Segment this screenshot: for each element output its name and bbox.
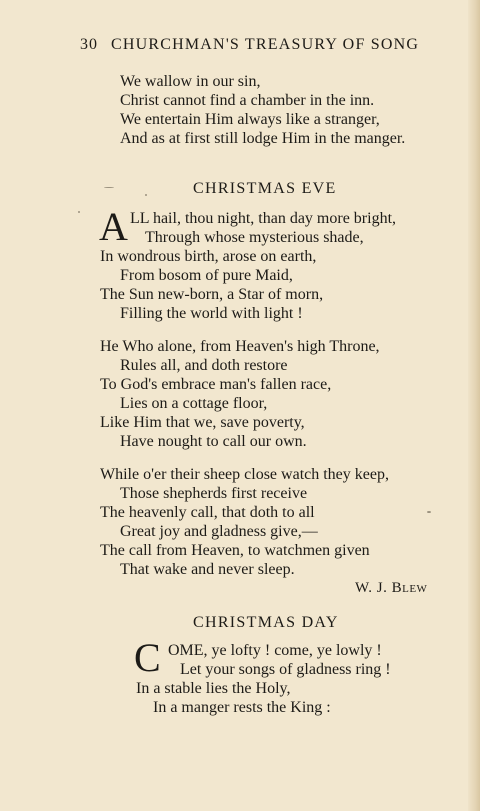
print-speck xyxy=(104,187,114,188)
poem-line: From bosom of pure Maid, xyxy=(120,267,293,284)
poem-line: The call from Heaven, to watchmen given xyxy=(100,542,370,559)
poem-line: That wake and never sleep. xyxy=(120,561,295,578)
poem-line: He Who alone, from Heaven's high Throne, xyxy=(100,338,380,355)
poem-line: And as at first still lodge Him in the manger. xyxy=(120,130,406,147)
poem-line: Christ cannot find a chamber in the inn. xyxy=(120,92,375,109)
poem-line: While o'er their sheep close watch they keep, xyxy=(100,466,389,483)
poem-line: Great joy and gladness give,— xyxy=(120,523,318,540)
poem-line: In a stable lies the Holy, xyxy=(136,680,291,697)
poem-line: We wallow in our sin, xyxy=(120,73,261,90)
poem-line: Those shepherds first receive xyxy=(120,485,308,502)
section-title-christmas-eve: CHRISTMAS EVE xyxy=(193,180,337,197)
poem-line: Have nought to call our own. xyxy=(120,433,307,450)
poem-line: OME, ye lofty ! come, ye lowly ! xyxy=(168,642,382,659)
poem-line: Let your songs of gladness ring ! xyxy=(180,661,391,678)
author-attribution: W. J. Blew xyxy=(355,580,428,596)
running-header xyxy=(80,36,419,54)
drop-cap: A xyxy=(99,204,128,249)
poem-line: We entertain Him always like a stranger, xyxy=(120,111,380,128)
running-title: CHURCHMAN'S TREASURY OF SONG xyxy=(111,36,420,53)
poem-line: To God's embrace man's fallen race, xyxy=(100,376,332,393)
drop-cap: C xyxy=(134,635,161,680)
poem-line: The heavenly call, that doth to all xyxy=(100,504,315,521)
print-speck xyxy=(427,511,431,513)
poem-line: The Sun new-born, a Star of morn, xyxy=(100,286,324,303)
poem-line: LL hail, thou night, than day more bright, xyxy=(130,210,397,227)
poem-line: Rules all, and doth restore xyxy=(120,357,288,374)
print-speck xyxy=(78,211,80,213)
section-title-christmas-day: CHRISTMAS DAY xyxy=(193,614,339,631)
poem-line: Lies on a cottage floor, xyxy=(120,395,268,412)
print-speck xyxy=(145,194,147,196)
page-number: 30 xyxy=(80,36,98,53)
poem-line: In a manger rests the King : xyxy=(153,699,331,716)
poem-line: Filling the world with light ! xyxy=(120,305,303,322)
poem-line: Like Him that we, save poverty, xyxy=(100,414,305,431)
poem-line: In wondrous birth, arose on earth, xyxy=(100,248,317,265)
poem-line: Through whose mysterious shade, xyxy=(145,229,364,246)
page-gutter-shadow xyxy=(468,0,480,811)
